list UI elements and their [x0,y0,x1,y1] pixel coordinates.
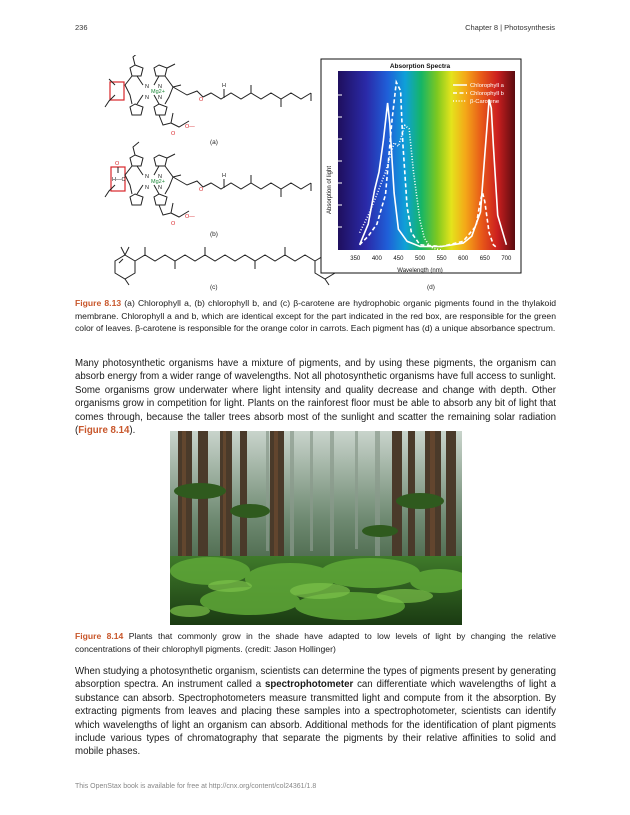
spectrum-plot-area [338,71,515,250]
figure-8-13-label: Figure 8.13 [75,298,122,308]
x-tick-label-350: 350 [350,256,361,262]
figure-8-13 [75,55,555,295]
paragraph-2-text-before: When studying a photosynthetic organism, scientists can determine the types of pigments present by generating absorption spectra. An instrument called a [75,666,556,691]
chapter-title: Chapter 8 | Photosynthesis [465,23,555,32]
chart-ylabel: Absorption of light [327,165,333,215]
o-label-b1: O [199,187,204,193]
chlorophyll-a-structure [105,55,311,127]
panel-label-d: (d) [427,284,435,291]
figure-8-14-caption-text: Plants that commonly grow in the shade have adapted to low levels of light by changing the relative concentrations of their chlorophyll pigments. (credit: Jason Hollinger) [75,631,557,654]
x-tick-label-600: 600 [458,256,469,262]
paragraph-2-text-after: can differentiate which wavelengths of light a substance can absorb. Spectrophotometers measure transmitted light and compute from it the absorption. By extracting pigments from leaves and placing these samples into a spectrophotometer, scientists can identify which wavelengths of light an organism can absorb. Additional methods for the identification of plant pigments include various types of chromatography that separate the pigments by their relative affinities to solid and mobile phases. [75,679,556,758]
n-label-a3: N [158,84,162,90]
figure-8-13-graphic [75,55,555,295]
n-label-b2: N [145,185,149,191]
chart-title: Absorption Spectra [389,63,451,70]
o-label-b2: O— [185,214,195,220]
n-label-a2: N [145,95,149,101]
page-footer: This OpenStax book is available for free at http://cnx.org/content/col24361/1.8 [75,783,317,790]
figure-8-14-link[interactable]: Figure 8.14 [78,425,130,437]
o-label-b-box: O [115,161,120,167]
figure-8-14-caption [75,630,556,655]
x-tick-label-550: 550 [436,256,447,262]
panel-label-c: (c) [210,284,218,291]
legend-label-2: β-Carotene [470,99,500,105]
panel-label-b: (b) [210,231,218,238]
x-tick-label-650: 650 [479,256,490,262]
figure-8-14-label: Figure 8.14 [75,631,124,641]
figure-8-13-caption-text: (a) Chlorophyll a, (b) chlorophyll b, and (c) β-carotene are hydrophobic organic pigments found in the thylakoid membrane. Chlorophyll a and b, which are identical except for the part indicated in the red box, are responsible for the green color of leaves. β-carotene is responsible for the orange color in carrots. Each pigment has (d) a unique absorbance spectrum. [75,298,557,334]
panel-label-a: (a) [210,139,218,146]
h-label-b: H [222,173,226,179]
legend-label-0: Chlorophyll a [470,83,504,89]
paragraph-1 [75,357,556,437]
paragraph-1-end: ). [129,425,136,437]
x-tick-label-400: 400 [371,256,382,262]
paragraph-2 [75,665,556,759]
mg-label-b: Mg2+ [151,179,165,185]
mg-label-a: Mg2+ [151,89,165,95]
forest-illustration [170,431,462,625]
page-number: 236 [75,23,88,32]
n-label-a4: N [158,95,162,101]
o-label-a3: O [171,131,176,137]
aldehyde-label-b: H—C [112,177,126,183]
legend-label-1: Chlorophyll b [470,91,504,97]
n-label-a1: N [145,84,149,90]
h-label-a: H [222,83,226,89]
n-label-b1: N [145,174,149,180]
o-label-a1: O [199,97,204,103]
chart-xlabel: Wavelength (nm) [397,268,443,274]
beta-carotene-structure [115,247,341,285]
o-label-b3: O [171,221,176,227]
chlorophyll-b-structure [105,142,311,217]
spectrophotometer-term: spectrophotometer [264,679,354,691]
n-label-b4: N [158,185,162,191]
paragraph-1-text: Many photosynthetic organisms have a mixture of pigments, and by using these pigments, the organism can absorb energy from a wider range of wavelengths. Not all photosynthetic organisms have full access to sunlight. Some organisms grow underwater where light intensity and quality decrease and change with depth. Other organisms grow in competition for light. Plants on the rainforest floor must be able to absorb any bit of light that comes through, because the taller trees absorb most of the sunlight and scatter the remaining solar radiation ( [75,358,556,437]
figure-8-13-caption [75,297,556,335]
n-label-b3: N [158,174,162,180]
o-label-a2: O— [185,124,195,130]
x-tick-label-450: 450 [393,256,404,262]
absorption-chart [321,59,521,274]
x-tick-label-700: 700 [501,256,512,262]
x-tick-label-500: 500 [415,256,426,262]
page-header [75,23,555,37]
forest-photo [170,431,462,625]
